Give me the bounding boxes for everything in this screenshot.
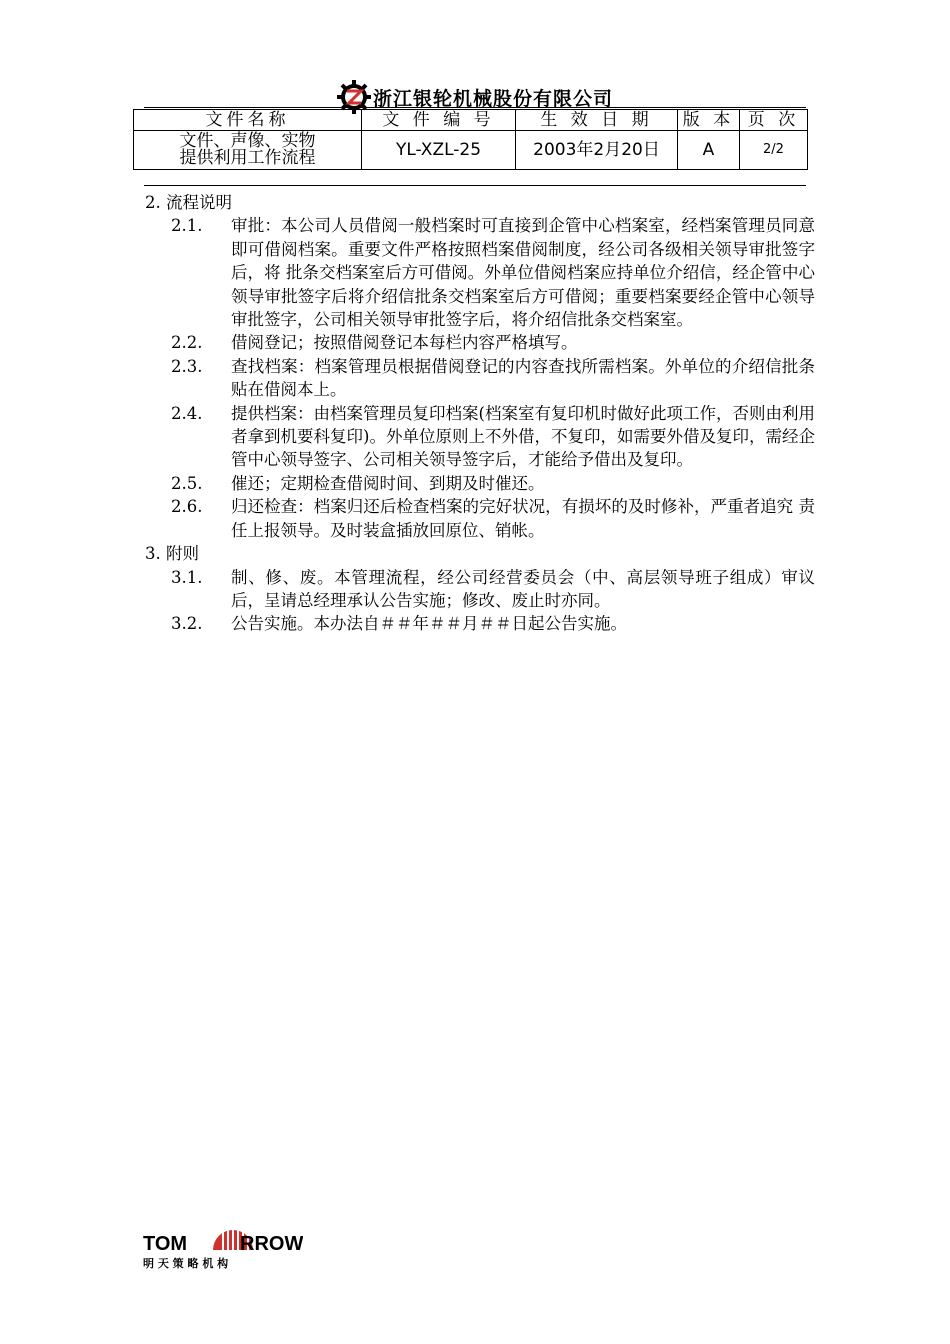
item-text: 查找档案：档案管理员根据借阅登记的内容查找所需档案。外单位的介绍信批条贴在借阅本上。 [231,356,815,400]
item-number: 2.3. [171,356,203,376]
item-text: 制、修、废。本管理流程，经公司经营委员会（中、高层领导班子组成）审议后，呈请总经理承认公告实施；修改、废止时亦同。 [231,567,815,610]
list-item [145,214,815,331]
document-body [145,191,815,636]
list-item [145,472,815,495]
item-text: 提供档案：由档案管理员复印档案(档案室有复印机时做好此项工作，否则由利用者拿到机要科复印)。外单位原则上不外借，不复印，如需要外借及复印，需经企管中心领导签字、公司相关领导签字后，才能给予借出及复印。 [231,403,815,470]
item-number: 2.5. [171,473,203,493]
item-text: 审批：本公司人员借阅一般档案时可直接到企管中心档案室，经档案管理员同意 即可借阅档案。重要文件严格按照档案借阅制度，经公司各级相关领导审批签字后，将 批条交档案室后方可借阅。外单位借阅档案应持单位介绍信，经企管中心领导审批签字后将介绍信批条交档案室后方可借阅；重要档案要经企管中心领导审批签字，公司相关领导审批签字后，将介绍信批条交档案室。 [231,216,815,330]
item-text: 借阅登记；按照借阅登记本每栏内容严格填写。 [231,333,578,353]
col-header-number: 文 件 编 号 [362,110,516,131]
list-item [145,355,815,402]
effective-date-cell: 2003年2月20日 [516,131,678,170]
section-title: 2. 流程说明 [145,193,232,212]
doc-name-cell [134,131,362,170]
brand-text-right: RROW [240,1233,303,1255]
document-info-table [133,109,808,170]
col-header-date: 生 效 日 期 [516,110,678,131]
brand-subtitle: 明 天 策 略 机 构 [143,1257,229,1270]
header-rule-top [144,107,806,108]
brand-text-left: TOM [143,1233,188,1255]
doc-number-cell: YL-XZL-25 [362,131,516,170]
item-number: 2.4. [171,403,203,423]
item-number: 3.1. [171,567,203,587]
item-text: 归还检查：档案归还后检查档案的完好状况，有损坏的及时修补，严重者追究 责任上报领导。及时装盒插放回原位、销帐。 [231,497,815,540]
page-cell: 2/2 [740,131,808,170]
list-item [145,331,815,354]
version-cell: A [678,131,740,170]
list-item [145,566,815,613]
list-item [145,495,815,542]
item-number: 3.2. [171,614,203,634]
item-number: 2.2. [171,333,203,353]
doc-name-line: 提供利用工作流程 [179,148,316,168]
list-item [145,612,815,635]
item-text: 公告实施。本办法自＃＃年＃＃月＃＃日起公告实施。 [231,614,627,634]
item-number: 2.1. [171,216,203,236]
col-header-page: 页 次 [740,110,808,131]
company-name: 浙江银轮机械股份有限公司 [372,88,613,110]
header-rule-bottom [144,185,806,186]
col-header-version: 版 本 [678,110,740,131]
item-text: 催还；定期检查借阅时间、到期及时催还。 [231,473,545,493]
item-number: 2.6. [171,497,203,517]
col-header-name: 文件名称 [134,110,362,131]
list-item [145,402,815,472]
tomorrow-brand-logo [143,1212,303,1272]
doc-name-line: 文件、声像、实物 [179,131,316,151]
section-title: 3. 附则 [145,544,199,564]
